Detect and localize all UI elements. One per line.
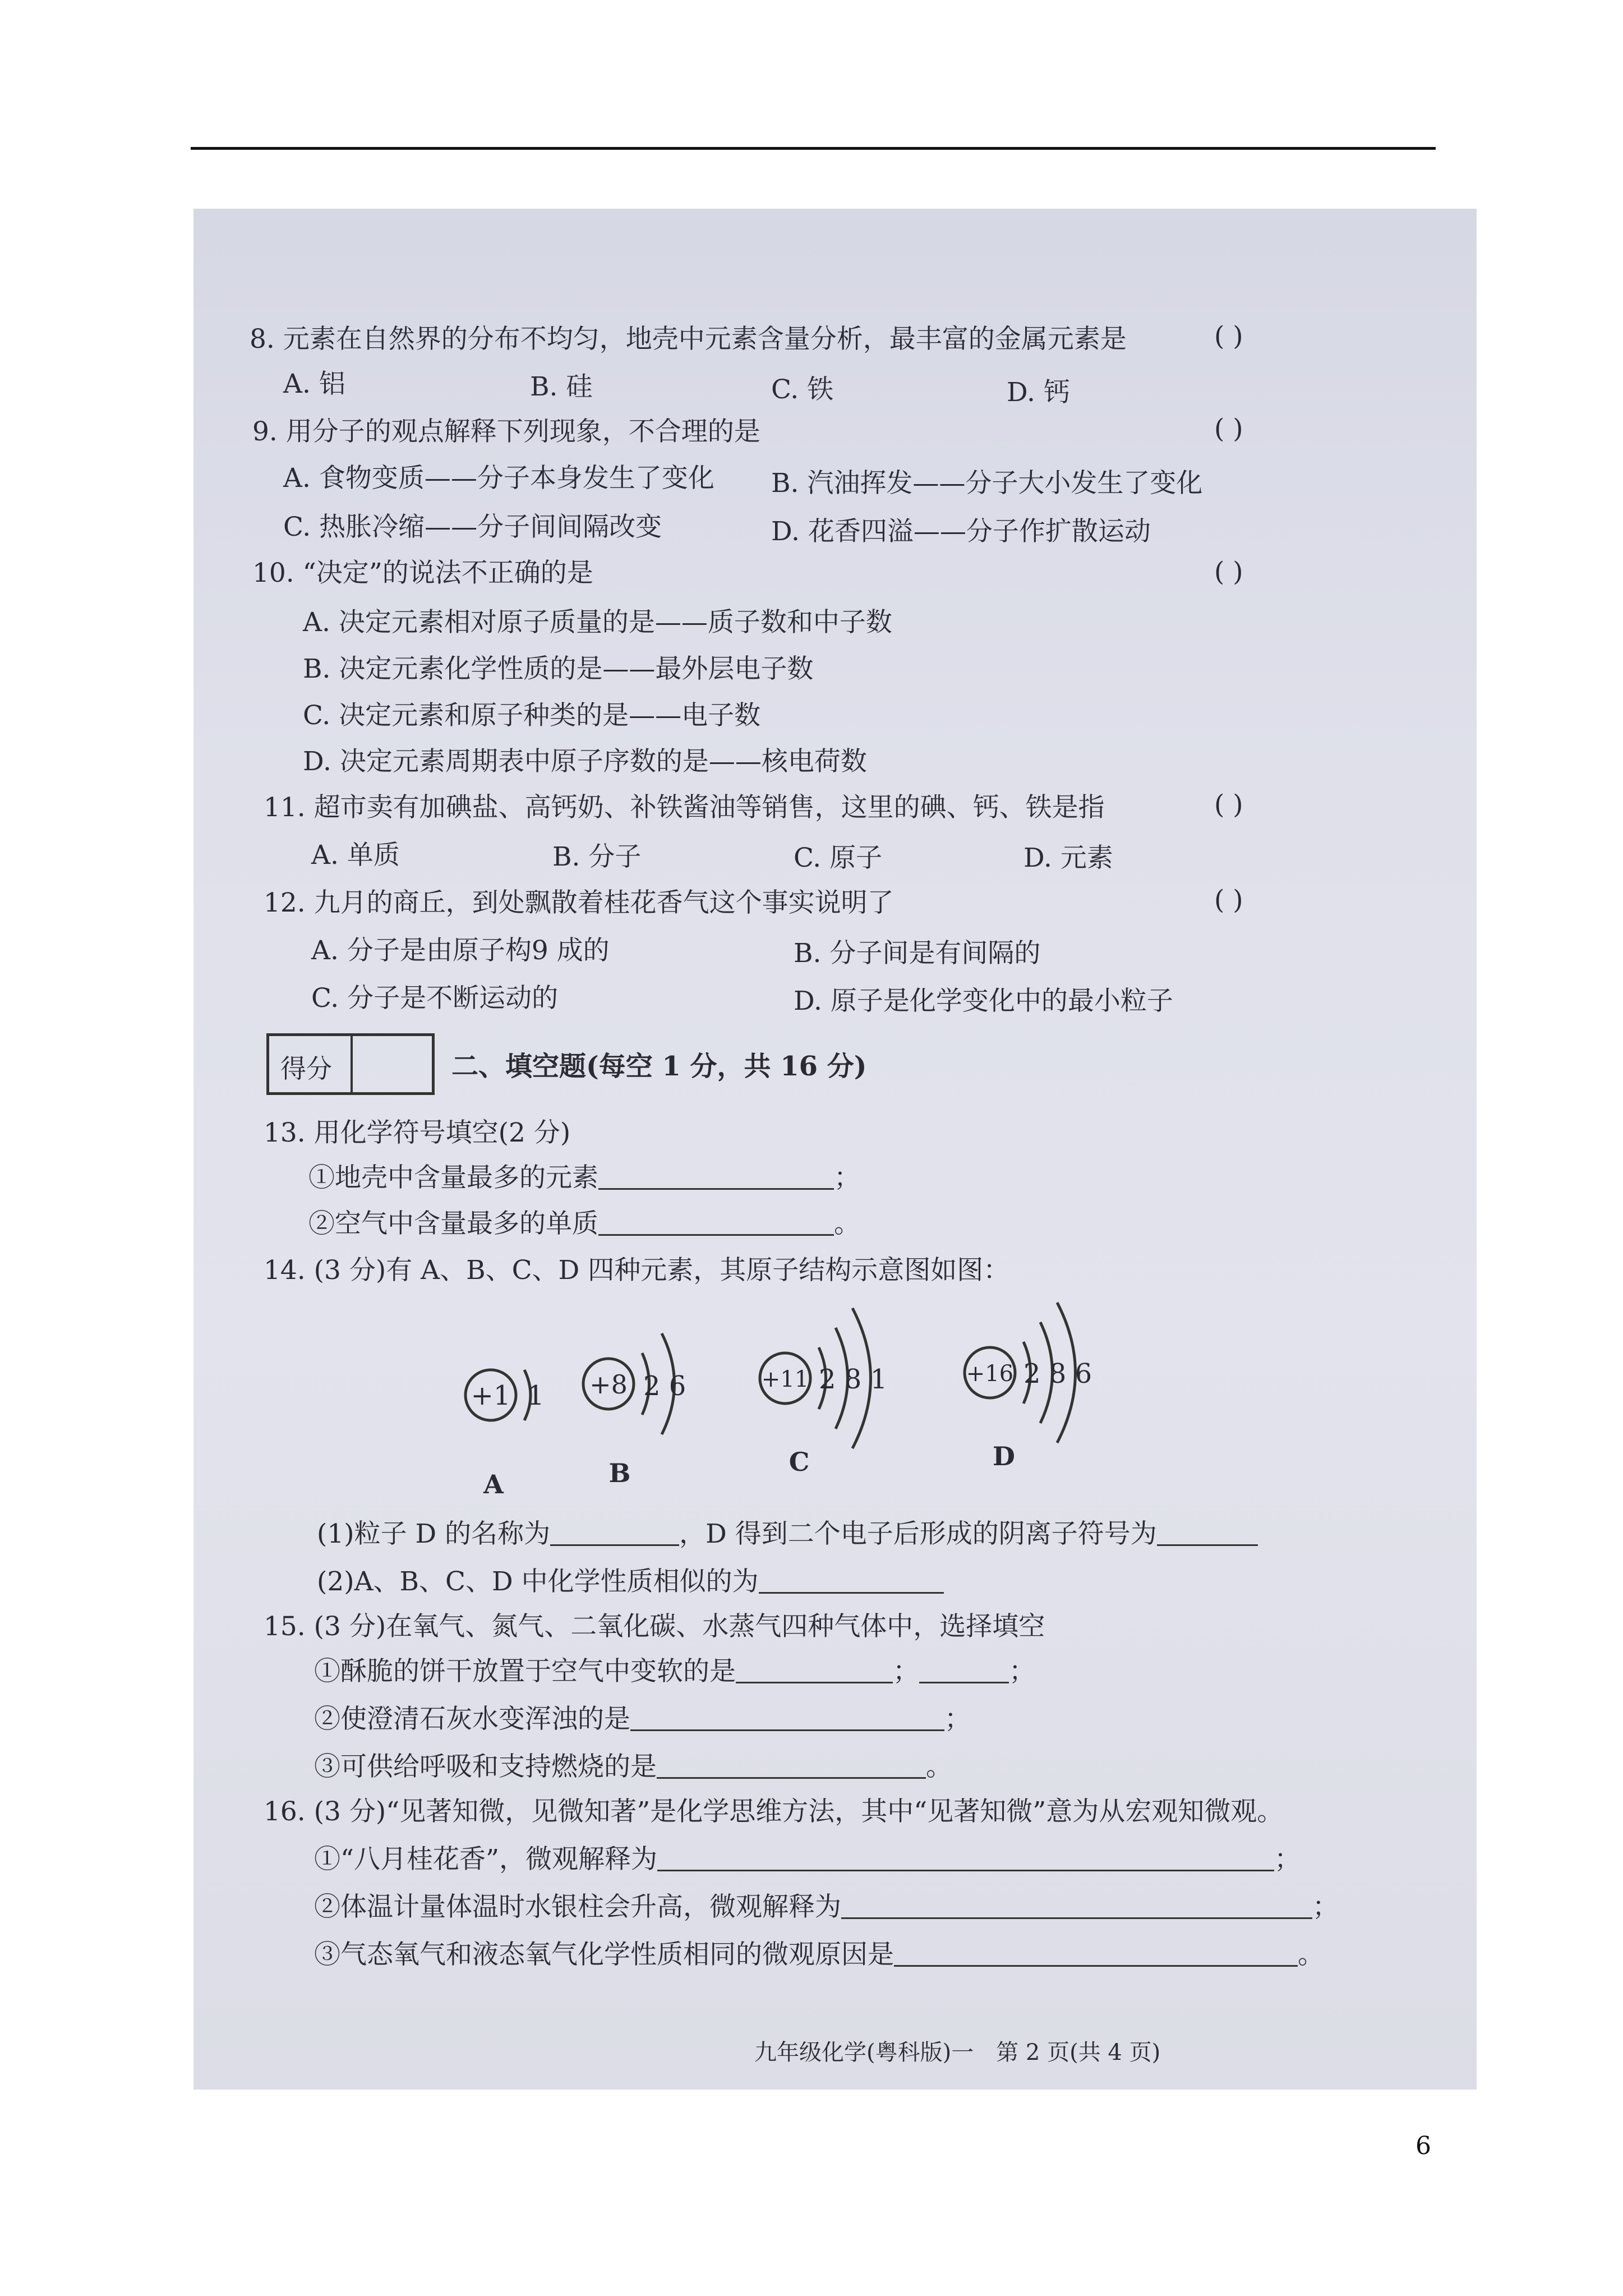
q14-part-1 bbox=[317, 1513, 1258, 1550]
q10-option-c: C. 决定元素和原子种类的是——电子数 bbox=[303, 700, 761, 731]
q16-item-3: ③气态氧气和液态氧气化学性质相同的微观原因是 。 bbox=[314, 1939, 1324, 1970]
q14-blank-2[interactable] bbox=[1157, 1522, 1258, 1546]
q9-option-c: C. 热胀冷缩——分子间间隔改变 bbox=[283, 512, 662, 542]
atom-d-electrons: 2 8 6 bbox=[1023, 1358, 1092, 1389]
page-footer: 九年级化学(粤科版)一 第 2 页(共 4 页) bbox=[754, 2040, 1161, 2065]
q13-stem: 13. 用化学符号填空(2 分) bbox=[264, 1117, 571, 1148]
q10-option-b: B. 决定元素化学性质的是——最外层电子数 bbox=[303, 654, 814, 684]
q16-item-1: ①“八月桂花香”，微观解释为 ； bbox=[314, 1844, 1301, 1875]
score-box-divider bbox=[351, 1036, 353, 1092]
atom-b-electrons: 2 6 bbox=[643, 1370, 686, 1402]
q16-item-2: ②体温计量体温时水银柱会升高，微观解释为 ； bbox=[314, 1892, 1339, 1922]
atom-c-label: C bbox=[789, 1447, 810, 1477]
q11-answer-paren: ( ) bbox=[1214, 789, 1243, 820]
q14-part-1-text-a: (1)粒子 D 的名称为 bbox=[317, 1519, 551, 1549]
q8-stem: 8. 元素在自然界的分布不均匀，地壳中元素含量分析，最丰富的金属元素是 bbox=[250, 324, 1127, 355]
q13-blank-2[interactable] bbox=[598, 1212, 834, 1236]
q15-blank-2[interactable] bbox=[919, 1659, 1009, 1683]
page-number: 6 bbox=[1415, 2132, 1431, 2160]
q13-item-1-end: ； bbox=[834, 1162, 860, 1193]
section-title: 二、填空题(每空 1 分，共 16 分) bbox=[451, 1051, 867, 1082]
q9-stem: 9. 用分子的观点解释下列现象，不合理的是 bbox=[252, 416, 760, 447]
q11-stem: 11. 超市卖有加碘盐、高钙奶、补铁酱油等销售，这里的碘、钙、铁是指 bbox=[264, 792, 1105, 823]
q16-item-3-text: ③气态氧气和液态氧气化学性质相同的微观原因是 bbox=[314, 1939, 894, 1970]
q12-option-b: B. 分子间是有间隔的 bbox=[794, 938, 1041, 969]
q15-item-2: ②使澄清石灰水变浑浊的是 ； bbox=[314, 1704, 971, 1734]
q15-stem: 15. (3 分)在氧气、氮气、二氧化碳、水蒸气四种气体中，选择填空 bbox=[264, 1611, 1045, 1642]
q15-item-1-text: ①酥脆的饼干放置于空气中变软的是 bbox=[314, 1656, 736, 1687]
atom-d-label: D bbox=[993, 1441, 1015, 1471]
top-rule bbox=[191, 147, 1436, 150]
atom-a-label: A bbox=[483, 1469, 504, 1499]
q14-blank-1[interactable] bbox=[550, 1522, 679, 1546]
q9-answer-paren: ( ) bbox=[1214, 413, 1243, 444]
atom-b-label: B bbox=[608, 1458, 631, 1488]
q16-blank-3[interactable] bbox=[894, 1943, 1298, 1967]
q13-blank-1[interactable] bbox=[598, 1166, 834, 1190]
q10-option-a: A. 决定元素相对原子质量的是——质子数和中子数 bbox=[303, 607, 892, 638]
atom-d bbox=[965, 1303, 1092, 1471]
q11-option-d: D. 元素 bbox=[1023, 843, 1113, 873]
q16-item-2-text: ②体温计量体温时水银柱会升高，微观解释为 bbox=[314, 1892, 841, 1922]
q12-stem: 12. 九月的商丘，到处飘散着桂花香气这个事实说明了 bbox=[264, 887, 894, 918]
q12-option-a: A. 分子是由原子构9 成的 bbox=[311, 935, 610, 966]
q14-part-2 bbox=[317, 1561, 944, 1598]
atom-a-electrons: 1 bbox=[527, 1380, 545, 1411]
score-label: 得分 bbox=[280, 1053, 332, 1084]
q9-option-b: B. 汽油挥发——分子大小发生了变化 bbox=[771, 468, 1203, 499]
q10-stem: 10. “决定”的说法不正确的是 bbox=[252, 558, 593, 588]
q8-option-c: C. 铁 bbox=[771, 374, 834, 405]
q14-part-1-text-b: ，D 得到二个电子后形成的阴离子符号为 bbox=[679, 1519, 1157, 1549]
q13-item-1-text: ①地壳中含量最多的元素 bbox=[308, 1162, 598, 1193]
atom-a bbox=[465, 1370, 545, 1499]
atom-a-charge: +1 bbox=[471, 1380, 511, 1411]
q15-item-2-text: ②使澄清石灰水变浑浊的是 bbox=[314, 1704, 630, 1734]
q16-item-1-text: ①“八月桂花香”，微观解释为 bbox=[314, 1844, 658, 1875]
q13-item-2-end: 。 bbox=[834, 1208, 860, 1239]
atom-d-charge: +16 bbox=[966, 1361, 1014, 1387]
q14-blank-3[interactable] bbox=[759, 1570, 944, 1594]
q8-option-a: A. 铝 bbox=[283, 369, 345, 399]
q15-item-3-text: ③可供给呼吸和支持燃烧的是 bbox=[314, 1751, 657, 1782]
q15-blank-4[interactable] bbox=[657, 1755, 926, 1779]
q14-part-2-text: (2)A、B、C、D 中化学性质相似的为 bbox=[317, 1566, 759, 1597]
q8-option-d: D. 钙 bbox=[1007, 377, 1070, 408]
q8-option-b: B. 硅 bbox=[530, 371, 593, 402]
q15-item-1: ①酥脆的饼干放置于空气中变软的是 ； ； bbox=[314, 1656, 1035, 1687]
q8-answer-paren: ( ) bbox=[1214, 321, 1243, 352]
q11-option-a: A. 单质 bbox=[311, 840, 400, 871]
q15-blank-3[interactable] bbox=[630, 1707, 944, 1731]
q12-option-c: C. 分子是不断运动的 bbox=[311, 983, 559, 1014]
q12-option-d: D. 原子是化学变化中的最小粒子 bbox=[794, 986, 1173, 1016]
q14-stem: 14. (3 分)有 A、B、C、D 四种元素，其原子结构示意图如图： bbox=[264, 1255, 1010, 1286]
q9-option-d: D. 花香四溢——分子作扩散运动 bbox=[771, 516, 1151, 547]
q15-blank-1[interactable] bbox=[736, 1659, 893, 1683]
q9-option-a: A. 食物变质——分子本身发生了变化 bbox=[283, 463, 714, 494]
atom-b bbox=[583, 1333, 686, 1488]
q13-item-2 bbox=[308, 1203, 860, 1240]
q16-blank-2[interactable] bbox=[841, 1895, 1312, 1919]
q11-option-c: C. 原子 bbox=[794, 843, 883, 873]
q13-item-1 bbox=[308, 1157, 860, 1194]
atom-c-charge: +11 bbox=[761, 1366, 809, 1392]
q13-item-2-text: ②空气中含量最多的单质 bbox=[308, 1208, 598, 1239]
q15-item-3: ③可供给呼吸和支持燃烧的是 。 bbox=[314, 1751, 952, 1782]
q11-option-b: B. 分子 bbox=[552, 841, 642, 872]
atom-c-electrons: 2 8 1 bbox=[819, 1364, 888, 1395]
atom-b-charge: +8 bbox=[589, 1369, 628, 1400]
q10-answer-paren: ( ) bbox=[1214, 556, 1243, 587]
q16-blank-1[interactable] bbox=[657, 1847, 1274, 1871]
atom-c bbox=[760, 1308, 887, 1477]
q16-stem: 16. (3 分)“见著知微，见微知著”是化学思维方法，其中“见著知微”意为从宏观知微观。 bbox=[264, 1796, 1284, 1827]
q10-option-d: D. 决定元素周期表中原子序数的是——核电荷数 bbox=[303, 746, 867, 777]
q12-answer-paren: ( ) bbox=[1214, 885, 1243, 915]
exam-photo bbox=[193, 209, 1477, 2090]
score-box bbox=[266, 1033, 435, 1095]
